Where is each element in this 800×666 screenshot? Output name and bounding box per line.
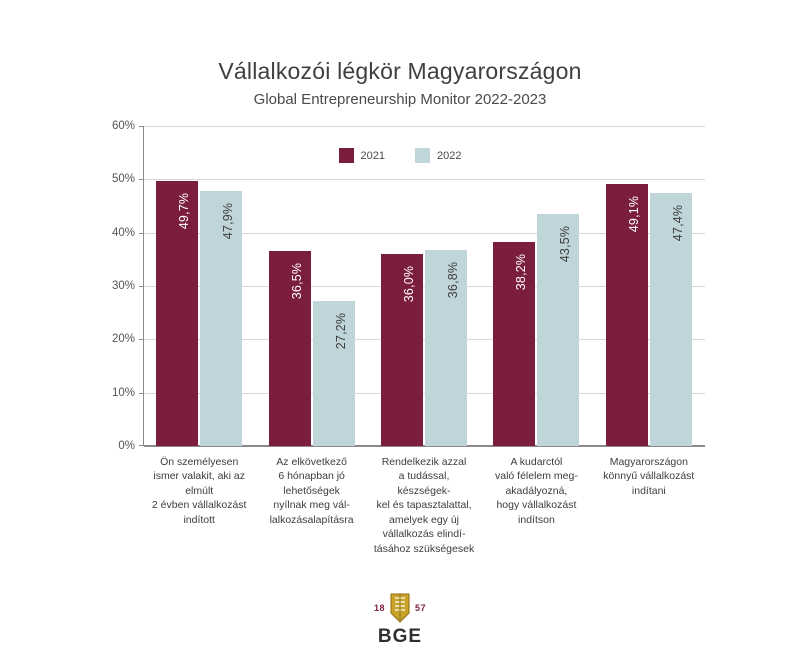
category-line: amelyek egy új	[388, 513, 460, 526]
bar-group	[255, 126, 367, 446]
category-line: A kudarctól	[510, 456, 563, 468]
category-line: indítani	[631, 484, 666, 497]
page-title: Vállalkozói légkör Magyarországon	[218, 58, 582, 84]
logo-wordmark: BGE	[377, 626, 423, 647]
legend-label-2021: 2021	[360, 149, 385, 162]
chart-plot-area	[95, 120, 705, 452]
category-label	[255, 455, 367, 556]
category-line: Magyarországon	[609, 456, 688, 468]
category-line: ismer valakit, aki az	[153, 470, 245, 483]
category-label	[593, 455, 705, 556]
title-block	[0, 58, 800, 109]
bar-group	[368, 126, 480, 446]
bar-2021[interactable]	[156, 181, 198, 446]
x-axis-category-labels	[143, 455, 705, 556]
category-line: lalkozásalapításra	[269, 513, 354, 526]
category-line: akadályozná,	[505, 484, 568, 497]
footer-logo	[0, 592, 800, 648]
category-line: könnyű vállalkozást	[603, 470, 695, 483]
bar-value-label: 38,2%	[514, 254, 529, 291]
logo-year-left: 18	[373, 603, 385, 613]
category-line: Ön személyesen	[160, 456, 239, 468]
category-line: tásához szükségesek	[373, 542, 475, 555]
bar-2021[interactable]	[269, 251, 311, 446]
category-line: Rendelkezik azzal	[381, 456, 467, 468]
bar-2022[interactable]	[200, 191, 242, 446]
chart-bars	[143, 126, 705, 446]
page-subtitle: Global Entrepreneurship Monitor 2022-2023	[253, 90, 547, 108]
bar-2022[interactable]	[650, 193, 692, 446]
category-line: nyílnak meg vál-	[273, 499, 350, 512]
category-line: Az elkövetkező	[276, 456, 347, 468]
category-line: 6 hónapban jó	[278, 470, 345, 483]
bar-2022[interactable]	[425, 250, 467, 446]
bar-value-label: 36,0%	[402, 265, 417, 303]
bar-value-label: 36,5%	[289, 263, 304, 300]
category-line: vállalkozás elindí-	[382, 528, 466, 541]
bar-value-label: 27,2%	[333, 312, 348, 350]
logo-year-right: 57	[415, 603, 427, 613]
bar-2021[interactable]	[381, 254, 423, 446]
bar-value-label: 49,7%	[177, 192, 192, 230]
bar-value-label: 47,9%	[221, 202, 236, 239]
bar-2022[interactable]	[537, 214, 579, 446]
bar-2021[interactable]	[493, 242, 535, 446]
category-line: 2 évben vállalkozást	[151, 499, 247, 512]
bge-shield-icon	[389, 593, 411, 623]
category-line: indított	[183, 513, 215, 526]
y-axis	[95, 120, 143, 452]
bar-value-label: 36,8%	[446, 261, 461, 298]
y-tick-label: 0%	[118, 440, 135, 452]
legend-label-2022: 2022	[437, 149, 462, 162]
category-line: indítson	[518, 513, 555, 526]
y-tick-label: 40%	[111, 226, 135, 239]
bar-value-label: 47,4%	[670, 204, 685, 242]
category-line: a tudással, készségek-	[397, 470, 451, 497]
bar-value-label: 43,5%	[558, 225, 573, 263]
y-tick-label: 20%	[111, 333, 135, 346]
bar-group	[143, 126, 255, 446]
category-label	[143, 455, 255, 556]
bar-2021[interactable]	[606, 184, 648, 446]
bar-2022[interactable]	[313, 301, 355, 446]
category-label	[368, 455, 480, 556]
bar-value-label: 49,1%	[626, 195, 641, 233]
y-tick-label: 60%	[111, 120, 135, 132]
category-line: kel és tapasztalattal,	[376, 499, 472, 512]
bar-group	[480, 126, 592, 446]
y-tick-label: 30%	[111, 280, 135, 292]
category-line: való félelem meg-	[494, 470, 578, 483]
category-line: elmúlt	[185, 484, 214, 497]
category-label	[480, 455, 592, 556]
bar-group	[593, 126, 705, 446]
y-tick-label: 10%	[111, 386, 135, 399]
category-line: lehetőségek	[283, 484, 340, 497]
y-tick-label: 50%	[111, 173, 135, 186]
logo-row	[374, 592, 426, 624]
category-line: hogy vállalkozást	[496, 499, 577, 512]
